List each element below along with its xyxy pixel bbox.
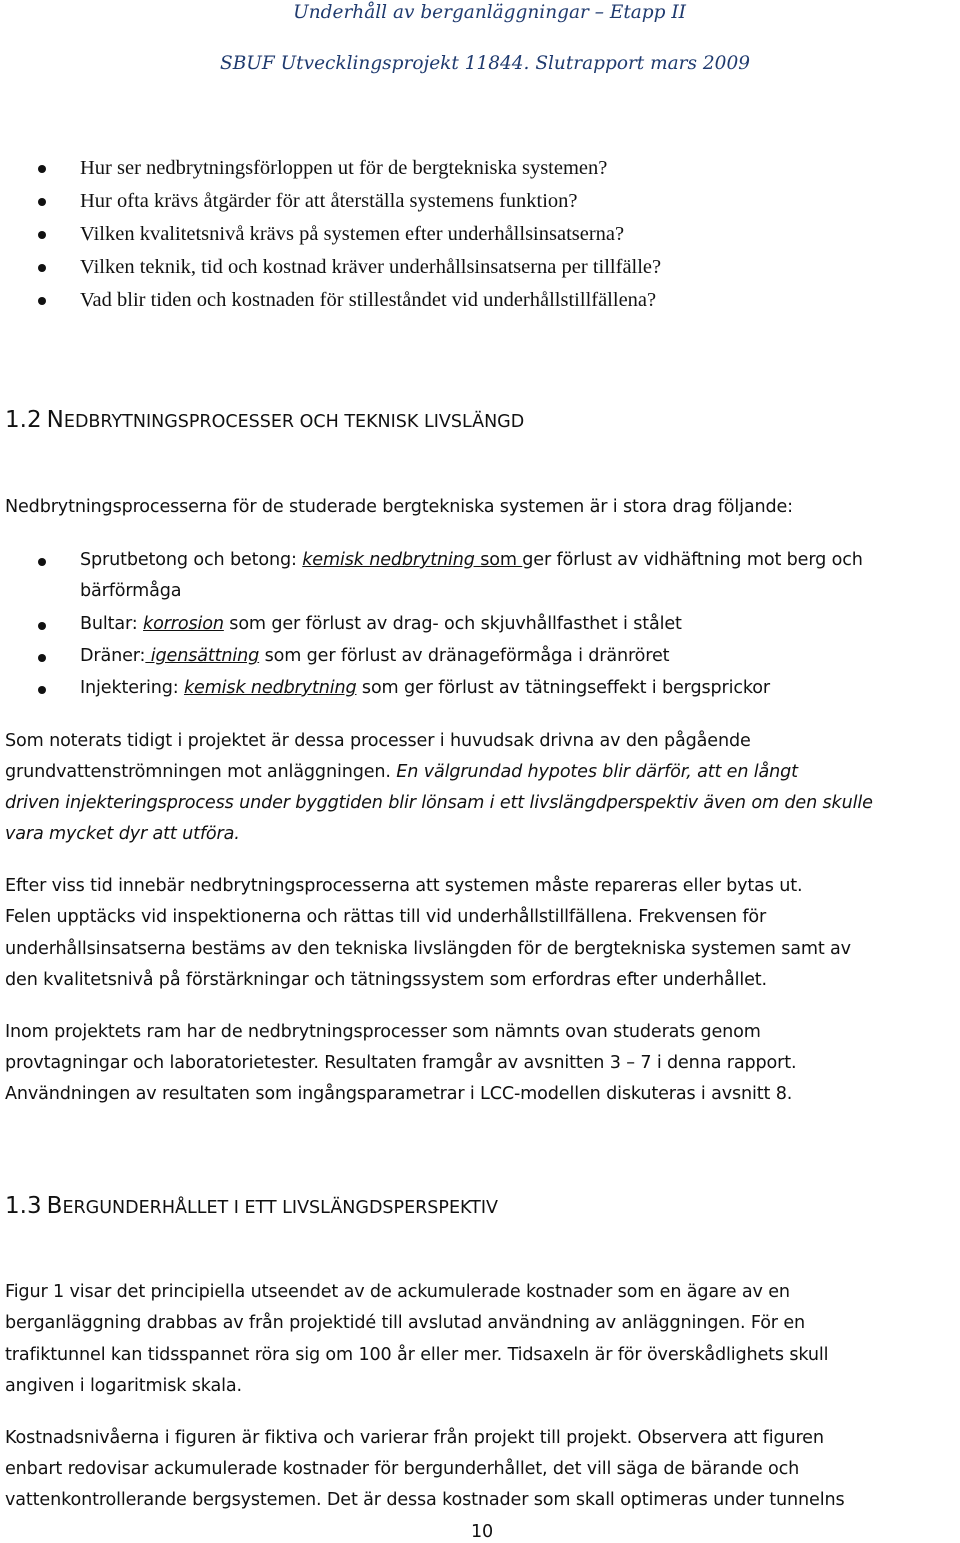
bullet-icon bbox=[38, 165, 46, 173]
running-header-subtitle: SBUF Utvecklingsprojekt 11844. Slutrapport mars 2009 bbox=[220, 53, 750, 74]
bullet-icon bbox=[38, 231, 46, 239]
bullet-icon bbox=[38, 558, 46, 566]
bullet-icon bbox=[38, 297, 46, 305]
process-term: kemisk nedbrytning bbox=[183, 678, 357, 698]
document-page: Underhåll av berganläggningar – Etapp II SBUF Utvecklingsprojekt 11844. Slutrapport mars 2009 Hur ser nedbrytningsförloppen ut för de bergtekniska systemen? Hur ofta krävs åtgärder för att återställa systemens funktion? Vilken kvalitetsnivå krävs på systemen efter underhållsinsatserna? Vilken teknik, tid och kostnad kräver underhållsinsatserna per tillfälle? Vad blir tiden och kostnaden för stilleståndet vid underhållstillfällena? 1.2 NEDBRYTNINGSPROCESSER OCH TEKNISK LIVSLÄNGD Nedbrytningsprocesserna för de studerade bergtekniska systemen är i stora drag följande: Sprutbetong och betong: kemisk nedbrytning som ger förlust av vidhäftning mot berg och bärförmåga Bultar: korrosion som ger förlust av drag- och skjuvhållfasthet i stålet Dräner: igensättning som ger förlust av dränageförmåga i dränröret Injektering: kemisk nedbrytning som ger förlust av tätningseffekt i bergsprickor Som noterats tidigt i projektet är dessa processer i huvudsak drivna av den pågående grundvattenströmningen mot anläggningen. En välgrundad hypotes blir därför, att en långt driven injekteringsprocess under byggtiden blir lönsam i ett livslängdperspektiv även om den skulle vara mycket dyr att utföra. Efter viss tid innebär nedbrytningsprocesserna att systemen måste repareras eller bytas ut. Felen upptäcks vid inspektionerna och rättas till vid underhållstillfällena. Frekvensen för underhållsinsatserna bestäms av den tekniska livslängden för de bergtekniska systemen samt av den kvalitetsnivå på förstärkningar och tätningssystem som erfordras efter underhållet. Inom projektets ram har de nedbrytningsprocesser som nämnts ovan studerats genom provtagningar och laboratorietester. Resultaten framgår av avsnitten 3 – 7 i denna rapport. Användningen av resultaten som ingångsparametrar i LCC-modellen diskuteras i avsnitt 8. 1.3 BERGUNDERHÅLLET I ETT LIVSLÄNGDSPERSPEKTIV Figur 1 visar det principiella utseendet av de ackumulerade kostnader som en ägare av en berganläggning drabbas av från projektidé till avslutad användning av anläggningen. För en trafiktunnel kan tidsspannet röra sig om 100 år eller mer. Tidsaxeln är för överskådlighets skull angiven i logaritmisk skala. Kostnadsnivåerna i figuren är fiktiva och varierar från projekt till projekt. Observera att figuren enbart redovisar ackumulerade kostnader för bergunderhållet, det vill säga de bärande och vattenkontrollerande bergsystemen. Det är dessa kostnader som skall optimeras under tunnelns 10 bbox=[0, 0, 960, 1543]
bullet-icon bbox=[38, 686, 46, 694]
bullet-icon bbox=[38, 264, 46, 272]
process-term: kemisk nedbrytning bbox=[302, 550, 481, 570]
section-number: 1.3 bbox=[5, 1193, 42, 1219]
section-heading-1-3: 1.3 BERGUNDERHÅLLET I ETT LIVSLÄNGDSPERSPEKTIV bbox=[5, 1193, 498, 1219]
section-heading-1-2: 1.2 NEDBRYTNINGSPROCESSER OCH TEKNISK LIVSLÄNGD bbox=[5, 407, 525, 433]
process-term: korrosion bbox=[143, 614, 224, 634]
process-term: igensättning bbox=[145, 646, 260, 666]
page-number: 10 bbox=[470, 1522, 494, 1542]
running-header-title: Underhåll av berganläggningar – Etapp II bbox=[293, 2, 686, 23]
section-number: 1.2 bbox=[5, 407, 42, 433]
paragraph: Nedbrytningsprocesserna för de studerade bergtekniska systemen är i stora drag följande: bbox=[5, 497, 793, 517]
bullet-icon bbox=[38, 622, 46, 630]
bullet-icon bbox=[38, 654, 46, 662]
bullet-icon bbox=[38, 198, 46, 206]
